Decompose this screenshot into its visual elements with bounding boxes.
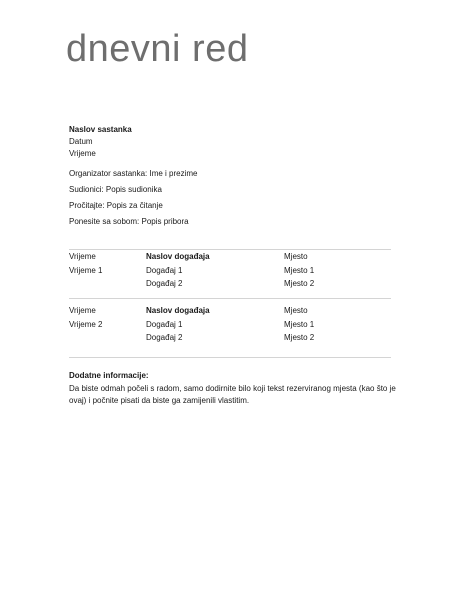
meeting-time[interactable]: Vrijeme [69,149,96,158]
divider [69,249,391,250]
schedule-location[interactable]: Mjesto 1 [284,319,315,329]
time-column-header[interactable]: Vrijeme [69,306,96,315]
additional-info-body[interactable]: Da biste odmah počeli s radom, samo dodirnite bilo koji tekst rezerviranog mjesta (kao što je ovaj) i počnite pisati da biste ga zamijenili vlastitim. [69,384,396,405]
schedule-row [69,333,391,347]
schedule-time[interactable]: Vrijeme 1 [69,265,103,275]
meeting-title[interactable]: Naslov sastanka [69,125,132,134]
meeting-date[interactable]: Datum [69,137,93,146]
divider [69,357,391,358]
attendees-line[interactable]: Sudionici: Popis sudionika [69,185,162,194]
schedule-row [69,279,391,293]
schedule-location[interactable]: Mjesto 1 [284,265,315,275]
event-column-header[interactable]: Naslov događaja [146,306,210,315]
meeting-info [69,124,132,160]
schedule-block-1 [69,252,391,293]
bring-line[interactable]: Ponesite sa sobom: Popis pribora [69,217,189,226]
schedule-location[interactable]: Mjesto 2 [284,279,315,288]
schedule-block-2 [69,306,391,347]
location-column-header[interactable]: Mjesto [284,252,308,261]
schedule-event[interactable]: Događaj 1 [146,265,183,275]
event-column-header[interactable]: Naslov događaja [146,252,210,261]
additional-info-title[interactable]: Dodatne informacije: [69,371,149,380]
divider [69,298,391,299]
organizer-line[interactable]: Organizator sastanka: Ime i prezime [69,169,198,178]
location-column-header[interactable]: Mjesto [284,306,308,315]
schedule-header-row [69,306,391,320]
meeting-details [69,168,198,232]
schedule-location[interactable]: Mjesto 2 [284,333,315,342]
schedule-event[interactable]: Događaj 2 [146,333,183,342]
schedule-event[interactable]: Događaj 2 [146,279,183,288]
additional-info [69,370,399,407]
time-column-header[interactable]: Vrijeme [69,252,96,261]
document-title[interactable]: dnevni red [66,28,249,70]
schedule-event[interactable]: Događaj 1 [146,319,183,329]
schedule-time[interactable]: Vrijeme 2 [69,319,103,329]
schedule-row [69,266,391,280]
reading-line[interactable]: Pročitajte: Popis za čitanje [69,201,163,210]
schedule-row [69,320,391,334]
schedule-header-row [69,252,391,266]
